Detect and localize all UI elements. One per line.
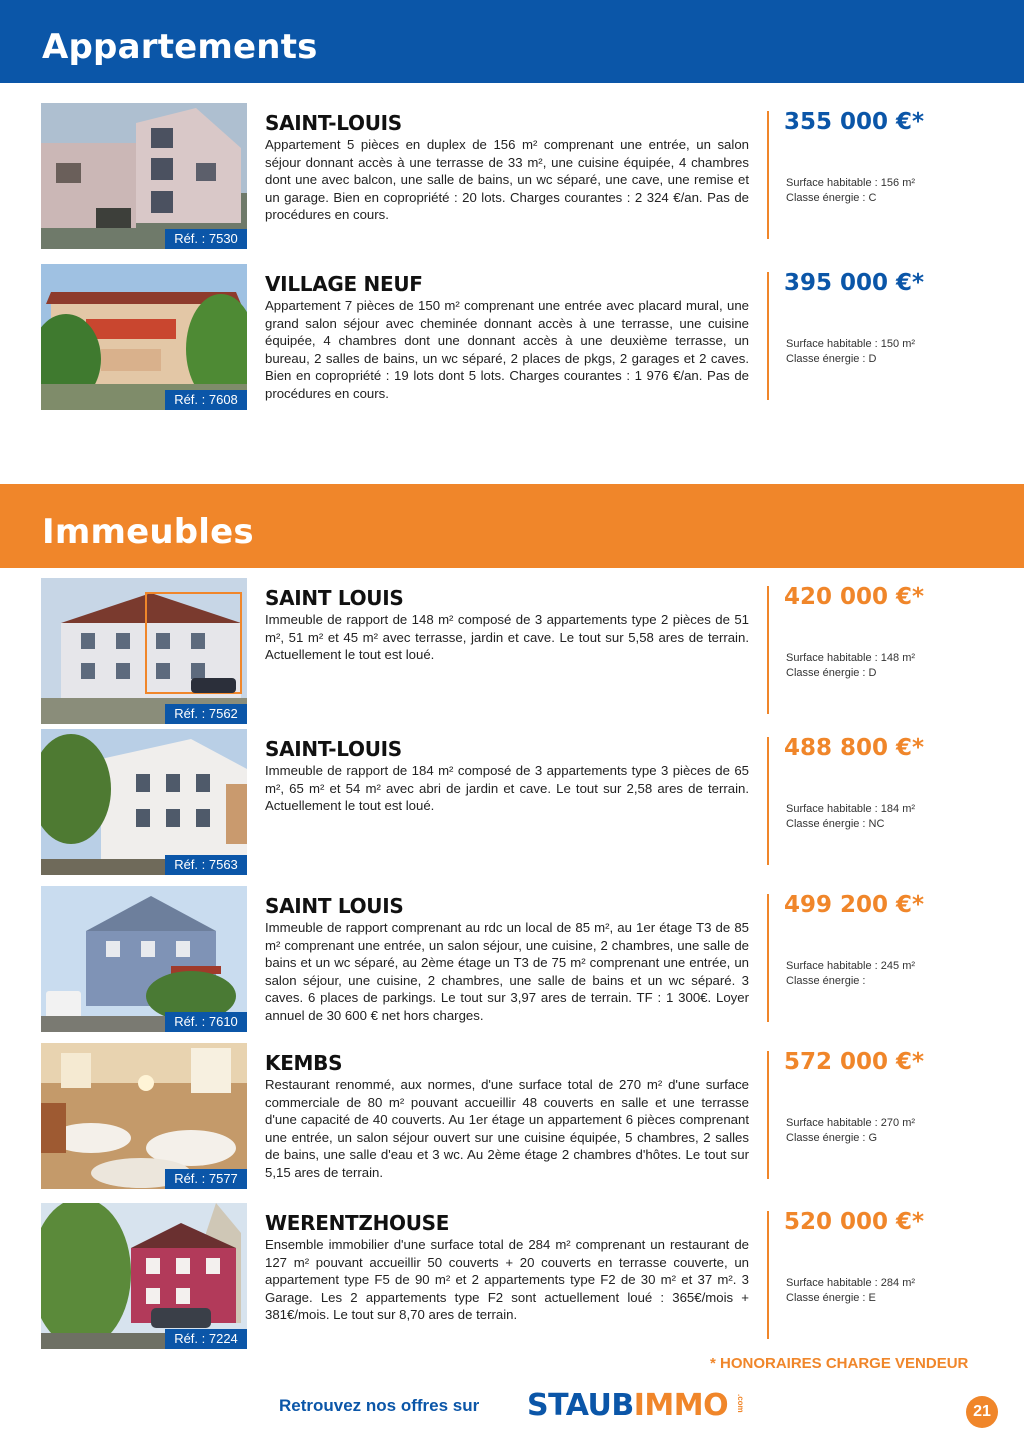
listing-description: Immeuble de rapport de 148 m² composé de 3 appartements type 2 pièces de 51 m², 51 m² et 45 m² avec terrasse, jardin et cave. Le tout sur 5,58 ares de terrain. Actuellement le tout est loué. — [265, 612, 749, 663]
energy-class-text: Classe énergie : NC — [786, 818, 885, 830]
listing-description: Immeuble de rapport comprenant au rdc un local de 85 m², au 1er étage T3 de 85 m² comprenant une entrée, un salon séjour, une cuisine, 2 chambres, une salle de bains et un wc séparé, au 2ème étage un T3 de 75 m² comprenant une entrée, un salon séjour, une cuisine, 2 chambres, une salle de bains et un wc séparé. 3 caves. 6 places de parkings. Le tout sur 3,97 ares de terrain. TF : 1 300€. Loyer annuel de 30 600 € net hors charges. — [265, 920, 749, 1023]
reference-tag: Réf. : 7577 — [165, 1169, 247, 1189]
brand-part2: IMMO — [633, 1388, 729, 1423]
property-photo — [41, 103, 247, 249]
brand-domain-suffix: .com — [736, 1394, 745, 1413]
listing-price: 499 200 €* — [784, 892, 925, 918]
property-photo — [41, 578, 247, 724]
surface-text: Surface habitable : 284 m² — [786, 1277, 916, 1289]
divider — [767, 1211, 769, 1339]
listing-description: Restaurant renommé, aux normes, d'une surface total de 270 m² d'une surface commerciale de 80 m² pouvant accueillir 48 couverts en salle et une terrasse d'une capacité de 40 couverts. Au 1er étage un appartement 6 pièces comprenant une entrée, un salon séjour ouvert sur une cuisine équipée, 5 chambres, 2 salles de bains, une salle d'eau et 3 wc. Au 2ème étage 2 chambres d'hôtes. Le tout sur 5,15 ares de terrain. — [265, 1077, 749, 1180]
listing-price: 420 000 €* — [784, 584, 925, 610]
footer-tagline: Retrouvez nos offres sur — [279, 1396, 480, 1415]
listing-title: WERENTZHOUSE — [265, 1211, 450, 1235]
listing-title: SAINT-LOUIS — [265, 111, 402, 135]
listing-title: KEMBS — [265, 1051, 343, 1075]
reference-tag: Réf. : 7530 — [165, 229, 247, 249]
surface-text: Surface habitable : 245 m² — [786, 960, 916, 972]
section-title: Appartements — [42, 27, 318, 67]
divider — [767, 272, 769, 400]
reference-tag: Réf. : 7224 — [165, 1329, 247, 1349]
divider — [767, 894, 769, 1022]
listing-specs — [786, 802, 915, 832]
energy-class-text: Classe énergie : D — [786, 667, 877, 679]
property-photo — [41, 264, 247, 410]
surface-text: Surface habitable : 184 m² — [786, 803, 916, 815]
listing-price: 520 000 €* — [784, 1209, 925, 1235]
listing-title: SAINT LOUIS — [265, 586, 404, 610]
surface-text: Surface habitable : 156 m² — [786, 177, 916, 189]
listing-specs — [786, 1116, 915, 1146]
property-photo — [41, 729, 247, 875]
fee-footnote: * HONORAIRES CHARGE VENDEUR — [710, 1355, 969, 1372]
energy-class-text: Classe énergie : G — [786, 1132, 878, 1144]
listing-price: 355 000 €* — [784, 109, 925, 135]
section-banner-immeubles — [0, 484, 1024, 568]
divider — [767, 111, 769, 239]
divider — [767, 586, 769, 714]
reference-tag: Réf. : 7608 — [165, 390, 247, 410]
property-photo — [41, 1203, 247, 1349]
listing-description: Ensemble immobilier d'une surface total de 284 m² comprenant un restaurant de 127 m² pouvant accueillir 50 couverts + 20 couverts en terrasse couverte, un appartement type F5 de 90 m² et 2 appartements type F2 de 30 m² et 37 m². 3 Garage. Les 2 appartements type F2 sont actuellement loué : 365€/mois + 381€/mois. Le tout sur 8,70 ares de terrain. — [265, 1237, 749, 1323]
surface-text: Surface habitable : 150 m² — [786, 338, 916, 350]
listing-specs — [786, 176, 915, 206]
page-number-badge: 21 — [966, 1396, 998, 1428]
divider — [767, 1051, 769, 1179]
listing-specs — [786, 959, 915, 989]
reference-tag: Réf. : 7610 — [165, 1012, 247, 1032]
brand-part1: STAUB — [527, 1388, 634, 1423]
reference-tag: Réf. : 7563 — [165, 855, 247, 875]
energy-class-text: Classe énergie : — [786, 975, 866, 987]
listing-specs — [786, 651, 915, 681]
listing-specs — [786, 337, 915, 367]
listing-price: 572 000 €* — [784, 1049, 925, 1075]
property-photo — [41, 886, 247, 1032]
section-banner-appartements — [0, 0, 1024, 83]
listing-description: Immeuble de rapport de 184 m² composé de 3 appartements type 3 pièces de 65 m², 65 m² et 54 m² avec abri de jardin et cave. Le tout sur 2,58 ares de terrain. Actuellement le tout est loué. — [265, 763, 749, 814]
listing-price: 395 000 €* — [784, 270, 925, 296]
energy-class-text: Classe énergie : E — [786, 1292, 876, 1304]
brand-logo[interactable] — [527, 1388, 728, 1423]
listing-description: Appartement 5 pièces en duplex de 156 m² comprenant une entrée, un salon séjour donnant accès à une terrasse de 33 m², une cuisine équipée, 4 chambres dont une avec balcon, une salle de bains, un wc séparé, une cave, une remise et un garage. Bien en copropriété : 20 lots. Charges courantes : 2 324 €/an. Pas de procédures en cours. — [265, 137, 749, 223]
listing-title: VILLAGE NEUF — [265, 272, 423, 296]
energy-class-text: Classe énergie : D — [786, 353, 877, 365]
listing-title: SAINT LOUIS — [265, 894, 404, 918]
divider — [767, 737, 769, 865]
listing-title: SAINT-LOUIS — [265, 737, 402, 761]
listing-specs — [786, 1276, 915, 1306]
surface-text: Surface habitable : 270 m² — [786, 1117, 916, 1129]
energy-class-text: Classe énergie : C — [786, 192, 877, 204]
surface-text: Surface habitable : 148 m² — [786, 652, 916, 664]
section-title: Immeubles — [42, 512, 254, 552]
listing-price: 488 800 €* — [784, 735, 925, 761]
reference-tag: Réf. : 7562 — [165, 704, 247, 724]
listing-description: Appartement 7 pièces de 150 m² comprenant une entrée avec placard mural, une grand salon séjour avec cheminée donnant accès à une terrasse, une cuisine équipée, 4 chambres dont une donnant accès à une deuxième terrasse, un bureau, 2 salles de bains, un wc séparé, 2 places de pkgs, 2 garages et 2 caves. Bien en copropriété : 19 lots dont 5 lots. Charges courantes : 1 976 €/an. Pas de procédures en cours. — [265, 298, 749, 401]
property-photo — [41, 1043, 247, 1189]
